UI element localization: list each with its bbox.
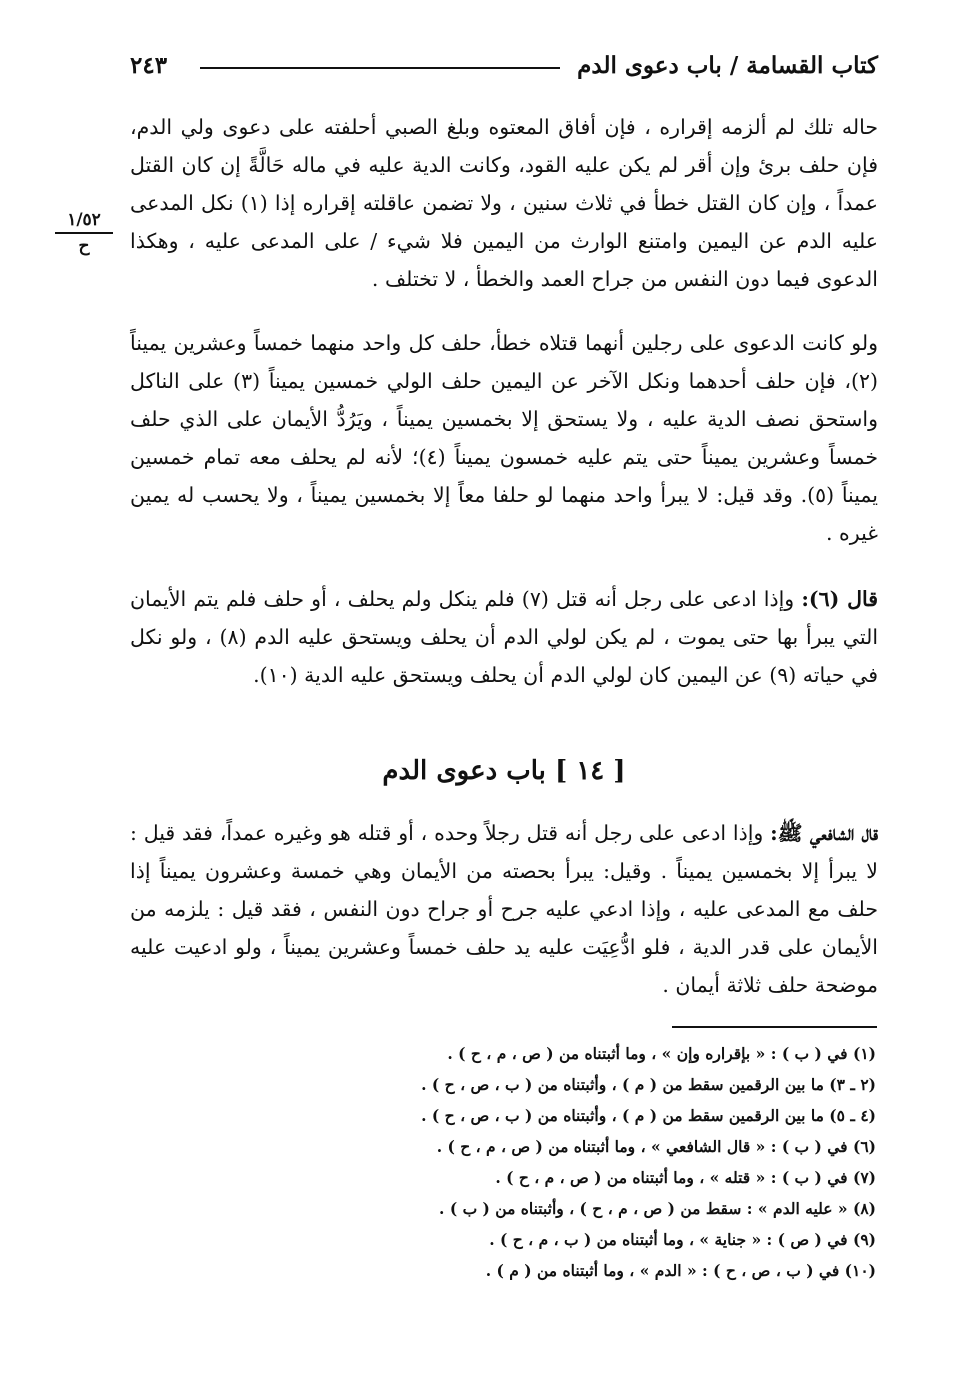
paragraph-2: ولو كانت الدعوى على رجلين أنهما قتلاه خطأ، حلف كل واحد منهما خمساً وعشرين يميناً (٢)، فإن حلف أحدهما ونكل الآخر عن اليمين حلف الولي خمسين يميناً (٣) على الناكل واستحق نصف الدية عليه ، ولا يستحق إلا بخمسين يميناً ، ويَرُدُّ الأيمان على الذي حلف خمساً وعشرين يميناً حتى يتم عليه خمسون يميناً (٤)؛ لأنه لم يحلف معه تمام خمسين يميناً (٥). وقد قيل: لا يبرأ واحد منهما لو حلفا معاً إلا بخمسين يميناً ، ولا يحسب له يمين غيره . bbox=[130, 331, 879, 545]
footnote: (٧) في ( ب ) : « قتله » ، وما أثبتناه من ( ص ، م ، ح ) . bbox=[495, 1168, 876, 1187]
footnote: (٨) « عليه الدم » : سقط من ( ص ، م ، ح ) ، وأثبتناه من ( ب ) . bbox=[439, 1199, 876, 1218]
footnote-separator bbox=[672, 1026, 877, 1028]
margin-manuscript-note bbox=[55, 210, 113, 256]
paragraph-4-text: وإذا ادعى على رجل أنه قتل رجلاً وحده ، أو قتله هو وغيره عمداً، فقد قيل : لا يبرأ إلا بخمسين يميناً . وقيل: يبرأ بحصته من الأيمان وهي خمسة وعشرون يميناً إذا حلف مع المدعى عليه ، وإذا ادعي عليه جرح أو جراح دون النفس ، فقد قيل : يلزمه من الأيمان على قدر الدية ، فلو ادُّعِيَت عليه يد حلف خمساً وعشرين يميناً ، ولو ادعيت عليه موضحة حلف ثلاثة أيمان . bbox=[130, 821, 878, 997]
paragraph-4 bbox=[130, 814, 878, 1004]
paragraph-3-lead: قال (٦): bbox=[801, 587, 879, 611]
footnote: (١) في ( ب ) : « بإقراره وإن » ، وما أثبتناه من ( ص ، م ، ح ) . bbox=[447, 1044, 876, 1063]
margin-note-siglum: ح bbox=[78, 236, 90, 256]
paragraph-3 bbox=[130, 580, 878, 694]
margin-note-folio: ١/٥٢ bbox=[55, 210, 113, 234]
footnotes bbox=[316, 1038, 876, 1286]
paragraph-3-text: وإذا ادعى على رجل أنه قتل (٧) فلم ينكل ولم يحلف ، أو حلف فلم يتم الأيمان التي يبرأ بها حتى يموت ، لم يكن لولي الدم أن يحلف ويستحق عليه الدم (٨) ، ولو نكل في حياته (٩) عن اليمين كان لولي الدم أن يحلف ويستحق عليه الدية (١٠). bbox=[130, 587, 879, 687]
footnote: (٦) في ( ب ) : « قال الشافعي » ، وما أثبتناه من ( ص ، م ، ح ) . bbox=[436, 1137, 876, 1156]
header-rule bbox=[200, 67, 560, 69]
footnote: (١٠) في ( ب ، ص ، ح ) : « الدم » ، وما أثبتناه من ( م ) . bbox=[485, 1261, 876, 1280]
running-header bbox=[130, 50, 878, 82]
header-title: كتاب القسامة / باب دعوى الدم bbox=[577, 52, 878, 79]
footnote: (٤ ـ ٥) ما بين الرقمين سقط من ( م ) ، وأثبتناه من ( ب ، ص ، ح ) . bbox=[421, 1106, 876, 1125]
page-number: ٢٤٣ bbox=[130, 52, 168, 79]
footnote: (٩) في ( ص ) : « جناية » ، وما أثبتناه من ( ب ، م ، ح ) . bbox=[489, 1230, 876, 1249]
section-heading: [ ١٤ ] باب دعوى الدم bbox=[382, 756, 626, 786]
paragraph-1: حاله تلك لم ألزمه إقراره ، فإن أفاق المعتوه وبلغ الصبي أحلفته على دعوى ولي الدم، فإن حلف برئ وإن أقر لم يكن عليه القود، وكانت الدية عليه في ماله حَالَّةً إن كان القتل عمداً ، وإن كان القتل خطأ في ثلاث سنين ، ولا تضمن عاقلته إقراره إذا (١) نكل المدعى عليه الدم عن اليمين وامتنع الوارث من اليمين فلا شيء / على المدعى عليه ، وهكذا الدعوى فيما دون النفس من جراح العمد والخطأ ، لا تختلف . bbox=[130, 115, 878, 291]
footnote: (٢ ـ ٣) ما بين الرقمين سقط من ( م ) ، وأثبتناه من ( ب ، ص ، ح ) . bbox=[421, 1075, 876, 1094]
paragraph-4-lead: قال الشافعي ﷺ: bbox=[770, 821, 878, 845]
